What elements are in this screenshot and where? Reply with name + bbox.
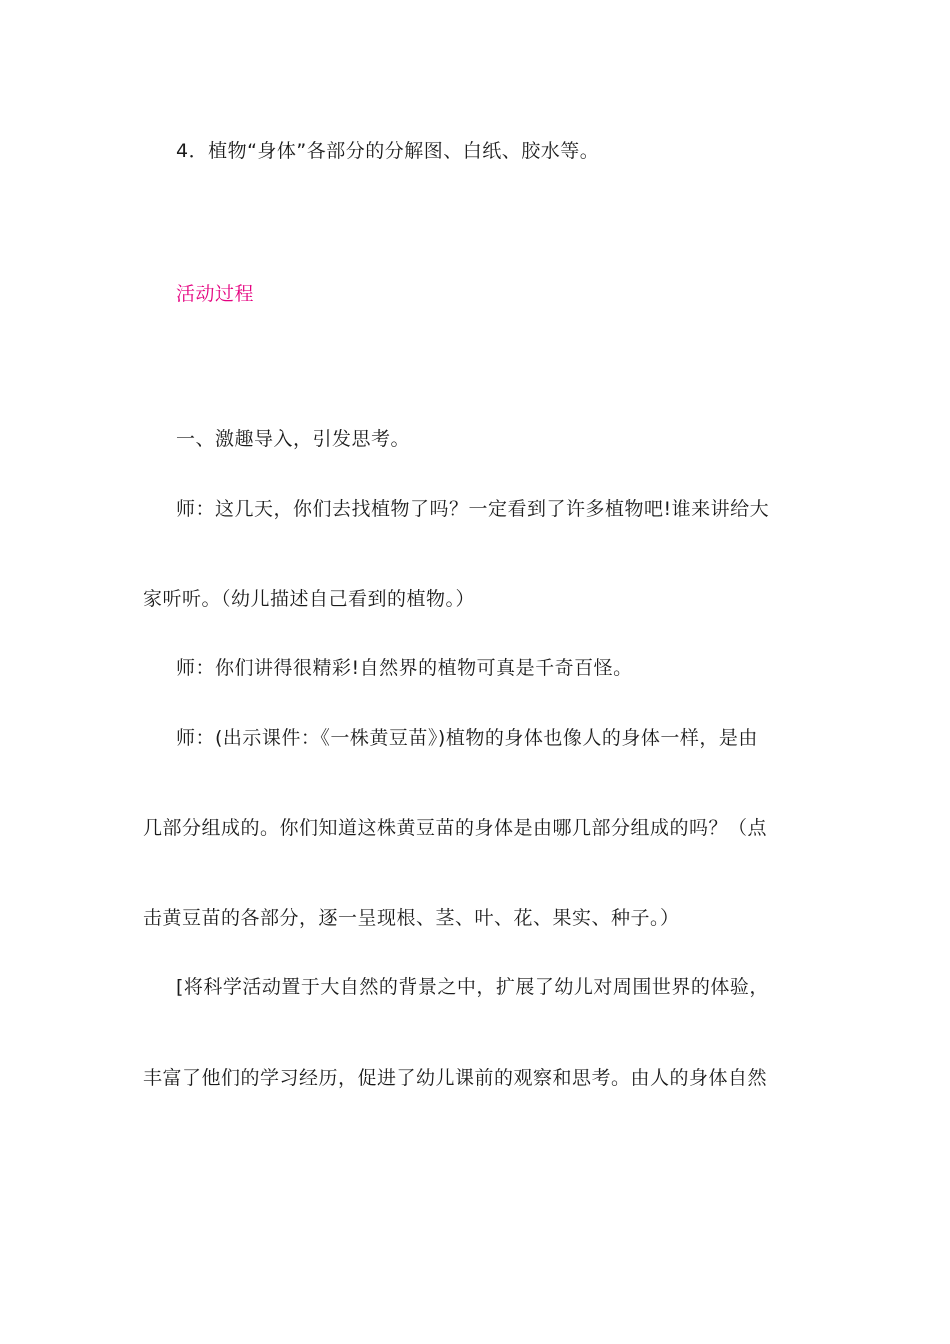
section-heading-activity-process: 活动过程 — [176, 283, 255, 305]
paragraph-line: 师：(出示课件：《一株黄豆苗》)植物的身体也像人的身体一样，是由 — [176, 727, 758, 749]
paragraph-line: 几部分组成的。你们知道这株黄豆苗的身体是由哪几部分组成的吗？（点 — [143, 817, 768, 839]
paragraph-line: 师：这几天，你们去找植物了吗？一定看到了许多植物吧!谁来讲给大 — [176, 498, 770, 520]
commentary-line: [将科学活动置于大自然的背景之中，扩展了幼儿对周围世界的体验， — [176, 976, 769, 998]
step-one-heading: 一、激趣导入，引发思考。 — [176, 428, 411, 450]
materials-item-4: 4．植物“身体”各部分的分解图、白纸、胶水等。 — [176, 140, 600, 162]
paragraph-line: 家听听。（幼儿描述自己看到的植物。） — [143, 588, 476, 610]
paragraph-line: 师：你们讲得很精彩!自然界的植物可真是千奇百怪。 — [176, 657, 633, 679]
commentary-line: 丰富了他们的学习经历，促进了幼儿课前的观察和思考。由人的身体自然 — [143, 1067, 768, 1089]
paragraph-line: 击黄豆苗的各部分，逐一呈现根、茎、叶、花、果实、种子。） — [143, 907, 680, 929]
